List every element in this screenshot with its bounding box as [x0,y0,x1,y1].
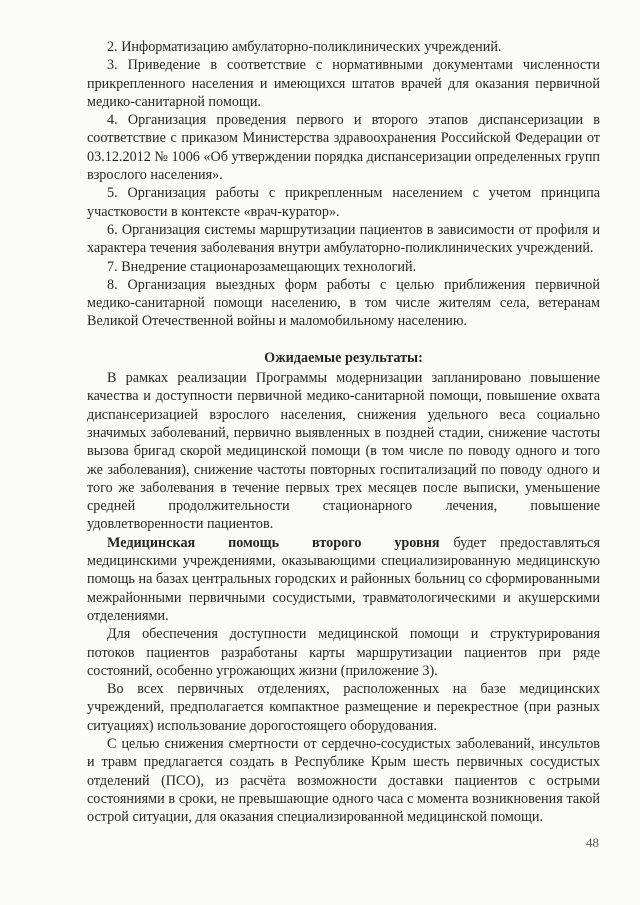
list-item: 4. Организация проведения первого и второго этапов диспансеризации в соответствие с приказом Министерства здравоохранения Российской Федерации от 03.12.2012 № 1006 «Об утверждении порядка диспансеризации определенных групп взрослого населения». [87,112,600,184]
measures-list [87,38,600,331]
paragraph: Во всех первичных отделениях, расположенных на базе медицинских учреждений, предполагается компактное размещение и перекрестное (при разных ситуациях) использование дорогостоящего оборудования. [87,681,600,734]
section-heading: Ожидаемые результаты: [264,349,423,366]
bold-term: Медицинская помощь второго уровня [107,534,440,551]
list-item: 3. Приведение в соответствие с нормативными документами численности прикрепленного населения и имеющихся штатов врачей для оказания первичной медико-санитарной помощи. [87,57,600,110]
list-item: 6. Организация системы маршрутизации пациентов в зависимости от профиля и характера течения заболевания внутри амбулаторно-поликлинических учреждений. [87,221,600,257]
paragraph: В рамках реализации Программы модернизации запланировано повышение качества и доступности первичной медико-санитарной помощи, повышение охвата диспансеризацией взрослого населения, снижения удельного веса социально значимых заболеваний, первично выявленных в поздней стадии, снижение частоты вызова бригад скорой медицинской помощи (в том числе по поводу одного и того же заболевания), снижение частоты повторных госпитализаций по поводу одного и того же заболевания в течение первых трех месяцев после выписки, уменьшение средней продолжительности стационарного лечения, повышение удовлетворенности пациентов. [87,370,600,533]
list-item: 5. Организация работы с прикрепленным населением с учетом принципа участковости в контексте «врач-куратор». [87,185,600,220]
paragraph: С целью снижения смертности от сердечно-сосудистых заболеваний, инсультов и травм предлагается создать в Республике Крым шесть первичных сосудистых отделений (ПСО), из расчёта возможности доставки пациентов с острыми состояниями в сроки, не превышающие одного часа с момента возникновения такой острой ситуации, для оказания специализированной медицинской помощи. [87,735,600,826]
list-item: 8. Организация выездных форм работы с целью приближения первичной медико-санитарной помощи населению, в том числе жителям села, ветеранам Великой Отечественной войны и маломобильному населению. [87,276,600,330]
page-number: 48 [586,835,599,850]
list-item: 2. Информатизацию амбулаторно-поликлинических учреждений. [107,39,502,55]
section-body [87,369,600,826]
paragraph: Для обеспечения доступности медицинской помощи и структурирования потоков пациентов разработаны карты маршрутизации пациентов при ряде состояний, особенно угрожающих жизни (приложение 3). [87,626,600,679]
paragraph-text: будет предоставляться медицинскими учреждениями, оказывающими специализированную медицинскую помощь на базах центральных городских и районных больниц со сформированными межрайонными первичными сосудистыми, травматологическими и акушерскими отделениями. [87,534,600,624]
paragraph [87,534,600,625]
list-item: 7. Внедрение стационарозамещающих технологий. [107,258,417,275]
